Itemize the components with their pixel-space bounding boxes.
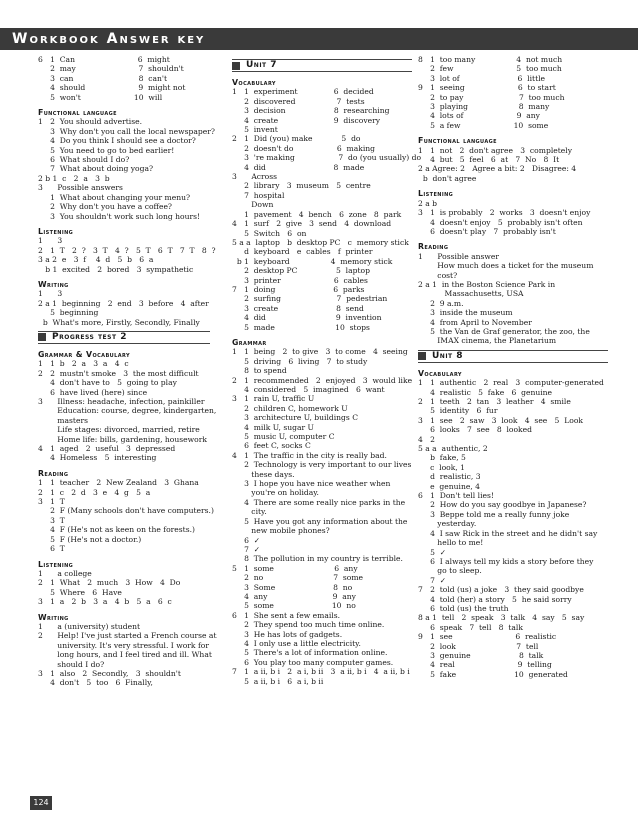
answer-line: 1 2 You should advertise.: [38, 117, 143, 127]
answer-line: 2 They spend too much time online.: [232, 620, 385, 630]
answer-line: Home life: bills, gardening, housework: [38, 434, 207, 444]
answer-line: 3 can 8 can't: [38, 73, 168, 83]
answer-line: b don't agree: [418, 173, 477, 183]
answer-line: 6 speak 7 tell 8 talk: [418, 622, 523, 632]
answer-line: 2 surfing 7 pedestrian: [232, 294, 388, 304]
answer-line: 2 may 7 shouldn't: [38, 64, 184, 74]
answer-line: 2 Help! I've just started a French course at: [38, 631, 217, 641]
header-title: Workbook Answer key: [12, 31, 206, 47]
answer-line: 2 discovered 7 tests: [232, 96, 365, 106]
answer-line: 1 3: [38, 236, 63, 246]
answer-line: 4 did 8 made: [232, 162, 365, 172]
answer-line: long hours, and I feel tired and ill. What: [38, 650, 212, 660]
answer-line: 4 doesn't enjoy 5 probably isn't often: [418, 217, 583, 227]
answer-line: 4 1 surf 2 give 3 send 4 download: [232, 219, 392, 229]
answer-line: 5 made 10 stops: [232, 322, 370, 332]
answer-line: 4 lots of 9 any: [418, 111, 540, 121]
answer-line: 4 don't 5 too 6 Finally,: [38, 678, 153, 688]
answer-line: 3 1 also 2 Secondly, 3 shouldn't: [38, 668, 181, 678]
subsection-heading: Grammar: [232, 337, 267, 347]
answer-line: 3 Why don't you call the local newspaper?: [38, 126, 215, 136]
answer-line: 4 don't have to 5 going to play: [38, 378, 177, 388]
answer-column-right: [418, 55, 608, 679]
answer-line: 8 The pollution in my country is terrible.: [232, 554, 403, 564]
answer-line: 1 1 experiment 6 decided: [232, 87, 374, 97]
header-banner: [0, 28, 638, 50]
answer-line: 1 1 teacher 2 New Zealand 3 Ghana: [38, 478, 199, 488]
answer-line: 2 few 5 too much: [418, 64, 562, 74]
answer-line: 4 told (her) a story 5 he said sorry: [418, 594, 572, 604]
answer-column-left: [38, 55, 217, 688]
answer-line: 3 T: [38, 515, 65, 525]
answer-line: 5 Where 6 Have: [38, 587, 122, 597]
answer-line: 4 1 The traffic in the city is really bad.: [232, 450, 387, 460]
answer-line: d keyboard e cables f printer: [232, 247, 373, 257]
answer-line: 5 some 10 no: [232, 601, 356, 611]
answer-line: 2 children C, homework U: [232, 403, 348, 413]
answer-line: 3 create 8 send: [232, 303, 364, 313]
subsection-heading: Listening: [38, 226, 74, 236]
answer-line: 2 How do you say goodbye in Japanese?: [418, 500, 587, 510]
answer-line: 5 Have you got any information about the: [232, 516, 408, 526]
section-title: Progress test 2: [52, 331, 127, 342]
answer-line: 4 I saw Rick in the street and he didn't say: [418, 528, 598, 538]
answer-line: Down: [232, 200, 274, 210]
answer-line: hello to me!: [418, 538, 484, 548]
answer-line: 5 a few 10 some: [418, 120, 549, 130]
answer-line: 5 invent: [232, 125, 278, 135]
answer-line: 1 a college: [38, 568, 92, 578]
answer-line: 7 1 doing 6 parks: [232, 284, 365, 294]
answer-line: 4 F (He's not as keen on the forests.): [38, 525, 196, 535]
answer-line: 6 You play too many computer games.: [232, 657, 394, 667]
answer-line: 6 told (us) the truth: [418, 603, 509, 613]
answer-line: 2 a b: [418, 198, 438, 208]
answer-line: 1 What about changing your menu?: [38, 192, 191, 202]
answer-line: 3 1 rain U, traffic U: [232, 394, 315, 404]
answer-line: 2 1 What 2 much 3 How 4 Do: [38, 578, 181, 588]
answer-line: 5 driving 6 living 7 to study: [232, 356, 368, 366]
answer-line: 3 a 2 e 3 f 4 d 5 b 6 a: [38, 255, 154, 265]
answer-line: c look, 1: [418, 462, 465, 472]
answer-line: 8 to spend: [232, 366, 287, 376]
answer-line: go to sleep.: [418, 566, 482, 576]
answer-line: 6 1 Can 6 might: [38, 55, 170, 64]
answer-line: 2 a 1 in the Boston Science Park in: [418, 279, 556, 289]
answer-line: IMAX cinema, the Planetarium: [418, 336, 557, 346]
answer-line: 2 Why don't you have a coffee?: [38, 202, 173, 212]
answer-line: 5 fake 10 generated: [418, 669, 568, 679]
answer-line: 1 pavement 4 bench 6 zone 8 park: [232, 209, 402, 219]
answer-line: 2 2 mustn't smoke 3 the most difficult: [38, 368, 199, 378]
answer-line: masters: [38, 415, 89, 425]
answer-line: 9 1 see 6 realistic: [418, 632, 557, 642]
answer-line: 4 did 9 invention: [232, 313, 382, 323]
answer-line: 6 T: [38, 544, 65, 554]
answer-line: 5 a a laptop b desktop PC c memory stick: [232, 237, 409, 247]
answer-line: 4 Do you think I should see a doctor?: [38, 136, 196, 146]
section-title: Unit 7: [246, 59, 278, 70]
answer-line: new mobile phones?: [232, 526, 330, 536]
answer-line: 7 ✓: [232, 544, 261, 554]
answer-line: 2 b 1 c 2 a 3 b: [38, 173, 110, 183]
answer-line: 1 3: [38, 289, 63, 299]
subsection-heading: Vocabulary: [232, 78, 276, 87]
answer-line: 4 from April to November: [418, 317, 532, 327]
answer-line: 2 look 7 tell: [418, 641, 539, 651]
answer-line: Massachusetts, USA: [418, 289, 524, 299]
answer-line: 5 a a authentic, 2: [418, 444, 488, 454]
answer-line: 3 Beppe told me a really funny joke: [418, 509, 570, 519]
answer-line: 4 milk U, sugar U: [232, 422, 314, 432]
answer-line: 3 Some 8 no: [232, 582, 353, 592]
answer-line: 4 2: [418, 434, 435, 444]
answer-line: b 1 excited 2 bored 3 sympathetic: [38, 264, 194, 274]
answer-line: b fake, 5: [418, 453, 466, 463]
answer-line: 3 1 is probably 2 works 3 doesn't enjoy: [418, 208, 591, 218]
square-bullet-icon: [38, 333, 46, 341]
answer-line: 2 library 3 museum 5 centre: [232, 181, 371, 191]
answer-line: Education: course, degree, kindergarten,: [38, 406, 217, 416]
answer-line: cost?: [418, 270, 458, 280]
answer-line: 3 1 see 2 saw 3 look 4 see 5 Look: [418, 415, 583, 425]
answer-line: 7 2 told (us) a joke 3 they said goodbye: [418, 585, 584, 595]
answer-line: 7 1 a ii, b i 2 a i, b ii 3 a ii, b i 4 a ii, b i: [232, 667, 410, 677]
answer-line: 2 9 a.m.: [418, 298, 464, 308]
answer-line: 4 should 9 might not: [38, 83, 186, 93]
answer-line: 8 a 1 tell 2 speak 3 talk 4 say 5 say: [418, 613, 585, 623]
answer-line: 3 lot of 6 little: [418, 73, 546, 83]
answer-line: you're on holiday.: [232, 488, 319, 498]
answer-line: How much does a ticket for the museum: [418, 261, 594, 271]
answer-line: 4 1 aged 2 useful 3 depressed: [38, 444, 176, 454]
answer-line: 4 There are some really nice parks in the: [232, 497, 406, 507]
answer-line: yesterday.: [418, 519, 477, 529]
subsection-heading: Writing: [38, 279, 69, 289]
answer-line: 4 any 9 any: [232, 591, 356, 601]
answer-line: 4 I only use a little electricity.: [232, 638, 361, 648]
answer-line: 3 playing 8 many: [418, 102, 550, 112]
answer-line: 6 have lived (here) since: [38, 387, 148, 397]
answer-line: 1 1 not 2 don't agree 3 completely: [418, 145, 573, 155]
answer-line: 2 desktop PC 5 laptop: [232, 266, 370, 276]
answer-line: 3 1 T: [38, 497, 65, 507]
answer-column-middle: [232, 55, 422, 686]
answer-line: 2 1 teeth 2 tan 3 leather 4 smile: [418, 397, 571, 406]
subsection-heading: Reading: [38, 468, 69, 478]
answer-line: 2 a Agree: 2 Agree a bit: 2 Disagree: 4: [418, 164, 577, 174]
answer-line: b 1 keyboard 4 memory stick: [232, 256, 393, 266]
answer-line: university. It's very stressful. I work for: [38, 640, 209, 650]
answer-line: 6 doesn't play 7 probably isn't: [418, 226, 556, 236]
answer-line: 3 inside the museum: [418, 308, 513, 318]
answer-line: 3 Possible answers: [38, 183, 123, 193]
answer-line: 3 're making 7 do (you usually) do: [232, 153, 422, 163]
answer-line: 4 create 9 discovery: [232, 115, 381, 125]
answer-line: 5 F (He's not a doctor.): [38, 534, 142, 544]
answer-line: 1 1 being 2 to give 3 to come 4 seeing: [232, 347, 408, 357]
subsection-heading: Functional language: [418, 136, 497, 146]
answer-line: 4 Homeless 5 interesting: [38, 453, 157, 463]
answer-line: 1 1 authentic 2 real 3 computer-generated: [418, 378, 604, 388]
answer-line: 5 Switch 6 on: [232, 228, 307, 238]
subsection-heading: Vocabulary: [418, 368, 462, 378]
subsection-heading: Reading: [418, 242, 449, 252]
answer-line: 3 architecture U, buildings C: [232, 413, 359, 423]
answer-line: 3 1 a 2 b 3 a 4 b 5 a 6 c: [38, 597, 172, 607]
answer-line: 3 He has lots of gadgets.: [232, 629, 343, 639]
answer-line: should I do?: [38, 659, 105, 669]
answer-line: 6 I always tell my kids a story before they: [418, 556, 594, 566]
answer-line: 3 You shouldn't work such long hours!: [38, 211, 201, 221]
answer-line: 5 beginning: [38, 308, 99, 318]
square-bullet-icon: [418, 352, 426, 360]
answer-line: 5 identity 6 fur: [418, 406, 498, 416]
answer-line: 5 the Van de Graf generator, the zoo, the: [418, 326, 590, 336]
answer-line: d realistic, 3: [418, 472, 481, 482]
answer-line: 5 There's a lot of information online.: [232, 648, 388, 658]
answer-line: 2 1 T 2 ? 3 T 4 ? 5 T 6 T 7 T 8 ?: [38, 245, 216, 255]
answer-line: 2 1 Did (you) make 5 do: [232, 134, 361, 144]
answer-line: 6 feet C, socks C: [232, 441, 311, 451]
subsection-heading: Listening: [418, 189, 454, 199]
answer-line: 8 1 too many 4 not much: [418, 55, 563, 64]
subsection-heading: Functional language: [38, 108, 117, 118]
answer-line: 6 1 She sent a few emails.: [232, 610, 341, 620]
answer-line: Life stages: divorced, married, retire: [38, 425, 200, 435]
answer-line: 6 ✓: [232, 535, 261, 545]
answer-line: 7 What about doing yoga?: [38, 164, 154, 174]
answer-line: 2 to pay 7 too much: [418, 92, 565, 102]
answer-line: 3 I hope you have nice weather when: [232, 479, 391, 489]
section-band: [38, 331, 210, 344]
square-bullet-icon: [232, 62, 240, 70]
answer-line: 5 ✓: [418, 547, 447, 557]
answer-line: 3 genuine 8 talk: [418, 650, 544, 660]
answer-line: 5 You need to go to bed earlier!: [38, 145, 175, 155]
answer-line: 2 Technology is very important to our lives: [232, 460, 412, 470]
answer-line: 4 but 5 feel 6 at 7 No 8 It: [418, 155, 560, 165]
answer-line: 6 1 Don't tell lies!: [418, 491, 494, 501]
section-title: Unit 8: [432, 350, 464, 361]
answer-line: 2 F (Many schools don't have computers.): [38, 506, 214, 516]
answer-line: 3 decision 8 researching: [232, 106, 390, 116]
answer-line: 4 considered 5 imagined 6 want: [232, 385, 385, 394]
answer-line: 2 a 1 beginning 2 end 3 before 4 after: [38, 298, 209, 308]
answer-line: 1 1 b 2 a 3 a 4 c: [38, 359, 129, 369]
answer-line: 3 printer 6 cables: [232, 275, 368, 285]
answer-line: 6 looks 7 see 8 looked: [418, 425, 533, 435]
answer-line: 3 Across: [232, 172, 278, 182]
subsection-heading: Writing: [38, 612, 69, 622]
answer-line: 9 1 seeing 6 to start: [418, 83, 556, 93]
answer-line: 2 1 c 2 d 3 e 4 g 5 a: [38, 487, 151, 497]
answer-line: 1 Possible answer: [418, 251, 500, 261]
answer-line: 2 doesn't do 6 making: [232, 143, 376, 153]
answer-line: 2 no 7 some: [232, 573, 364, 583]
section-band: [418, 350, 608, 363]
answer-line: 4 realistic 5 fake 6 genuine: [418, 387, 553, 397]
answer-line: 4 real 9 telling: [418, 660, 552, 670]
section-band: [232, 59, 412, 72]
answer-line: 1 a (university) student: [38, 621, 141, 631]
answer-line: 7 ✓: [418, 575, 447, 585]
subsection-heading: Grammar & Vocabulary: [38, 349, 130, 359]
answer-line: 7 hospital: [232, 190, 285, 200]
answer-line: 2 1 recommended 2 enjoyed 3 would like: [232, 375, 413, 385]
answer-line: these days.: [232, 469, 295, 479]
answer-line: b What's more, Firstly, Secondly, Finally: [38, 317, 200, 327]
page-number: 124: [30, 796, 52, 810]
answer-line: 3 Illness: headache, infection, painkiller: [38, 397, 205, 406]
answer-line: 6 What should I do?: [38, 155, 130, 165]
answer-line: 5 music U, computer C: [232, 432, 335, 442]
answer-line: 5 1 some 6 any: [232, 563, 358, 573]
answer-line: 5 a ii, b i 6 a i, b ii: [232, 676, 324, 686]
answer-line: e genuine, 4: [418, 481, 480, 491]
answer-line: city.: [232, 507, 267, 517]
answer-line: 5 won't 10 will: [38, 92, 163, 102]
subsection-heading: Listening: [38, 559, 74, 569]
